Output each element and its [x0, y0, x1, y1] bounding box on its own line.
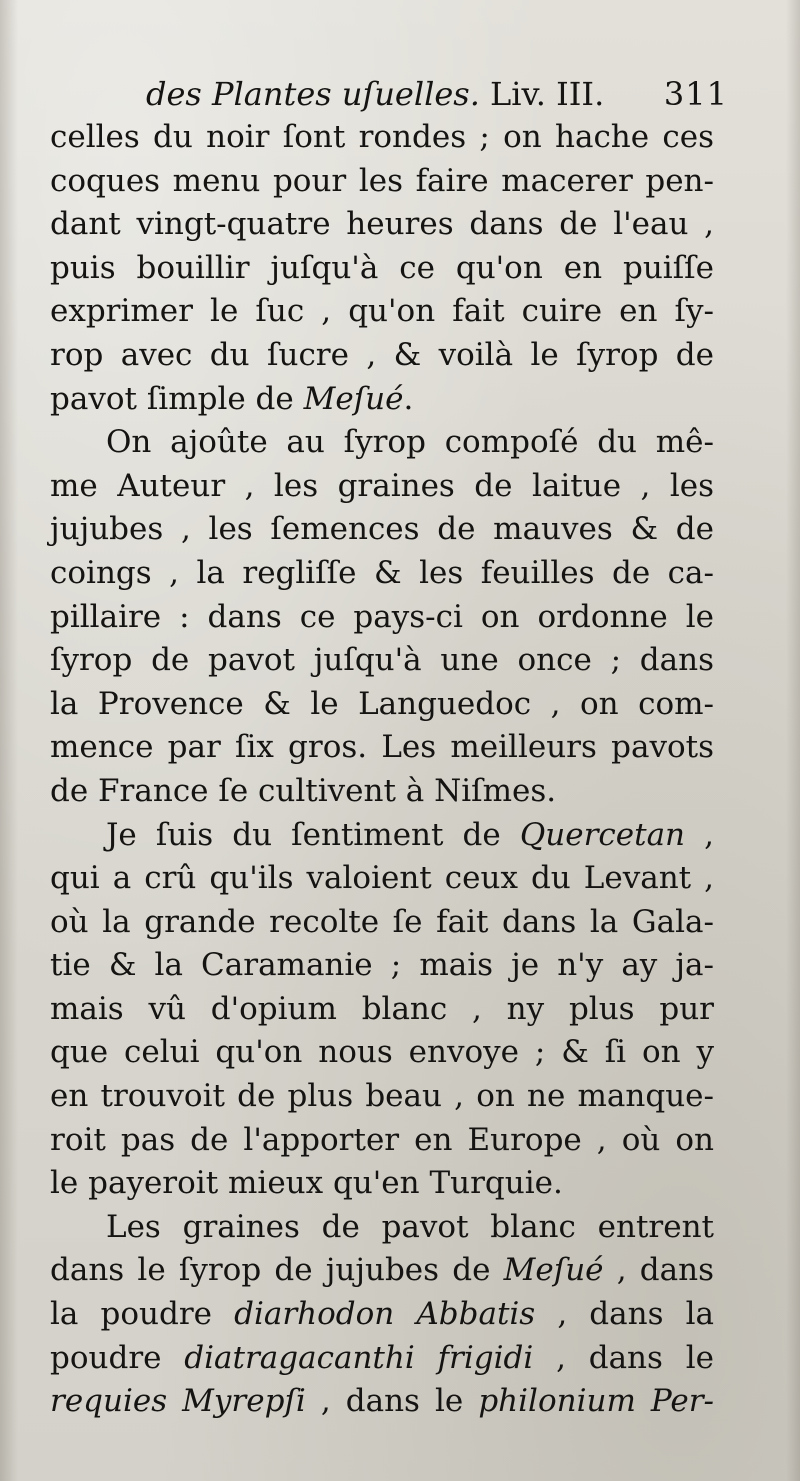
text-segment: , dans le — [533, 1339, 714, 1376]
text-line: en trouvoit de plus beau , on ne manque- — [50, 1078, 714, 1115]
page-number: 311 — [663, 75, 728, 113]
text-line: qui a crû qu'ils valoient ceux du Levant , — [50, 860, 714, 897]
preparation-name: philonium Per- — [478, 1383, 714, 1420]
text-line: ſyrop de pavot juſqu'à une once ; dans — [50, 642, 714, 679]
book-number: Liv. III. — [490, 75, 605, 113]
text-segment: , dans la — [535, 1296, 714, 1333]
text-segment: , — [685, 816, 714, 853]
running-head-left — [146, 72, 604, 116]
preparation-name: diarhodon Abbatis — [234, 1296, 536, 1333]
text-line: de France ſe cultivent à Niſmes. — [50, 772, 557, 809]
body-text — [50, 116, 714, 1424]
text-line: la Provence & le Languedoc , on com- — [50, 685, 714, 722]
author-name: Quercetan — [519, 816, 686, 853]
running-head — [146, 72, 728, 116]
text-line: où la grande recolte ſe fait dans la Gala- — [50, 903, 714, 940]
text-line: le payeroit mieux qu'en Turquie. — [50, 1165, 563, 1202]
text-line: Les graines de pavot blanc entrent — [106, 1208, 714, 1245]
text-line — [50, 1380, 714, 1424]
text-line: exprimer le ſuc , qu'on fait cuire en ſy- — [50, 293, 714, 330]
text-segment: pavot ſimple de — [50, 380, 304, 417]
text-line — [50, 1337, 714, 1381]
text-segment: , dans — [603, 1252, 715, 1289]
text-segment: poudre — [50, 1339, 185, 1376]
text-line: coques menu pour les faire macerer pen- — [50, 162, 714, 199]
text-line: tie & la Caramanie ; mais je n'y ay ja- — [50, 947, 714, 984]
text-segment: Je ſuis du ſentiment de — [106, 816, 520, 853]
text-segment: . — [403, 380, 414, 417]
text-line — [50, 814, 714, 858]
text-line: jujubes , les ſemences de mauves & de — [50, 511, 714, 548]
text-segment: , dans le — [305, 1383, 479, 1420]
text-line — [50, 1293, 714, 1337]
text-line: rop avec du ſucre , & voilà le ſyrop de — [50, 336, 714, 373]
preparation-name: requies Myrepſi — [50, 1383, 306, 1420]
text-segment: dans le ſyrop de jujubes de — [50, 1252, 504, 1289]
text-line: me Auteur , les graines de laitue , les — [50, 467, 714, 504]
text-line — [50, 1249, 714, 1293]
text-line: puis bouillir juſqu'à ce qu'on en puiſſe — [50, 249, 714, 286]
text-line: que celui qu'on nous envoye ; & ſi on y — [50, 1034, 714, 1071]
text-line: celles du noir ſont rondes ; on hache ces — [50, 119, 714, 155]
text-line: coings , la regliſſe & les feuilles de ca- — [50, 554, 714, 591]
preparation-name: diatragacanthi frigidi — [184, 1339, 534, 1376]
author-name: Meſué — [503, 1252, 604, 1289]
text-line: pillaire : dans ce pays-ci on ordonne le — [50, 598, 714, 635]
running-title: des Plantes uſuelles. — [146, 75, 480, 113]
text-line: On ajoûte au ſyrop compoſé du mê- — [106, 424, 714, 461]
author-name: Meſué — [303, 380, 404, 417]
text-segment: la poudre — [50, 1296, 235, 1333]
text-line: mais vû d'opium blanc , ny plus pur — [50, 990, 714, 1027]
text-line: dant vingt-quatre heures dans de l'eau , — [50, 206, 714, 243]
text-line: mence par ſix gros. Les meilleurs pavots — [50, 729, 714, 766]
text-line: roit pas de l'apporter en Europe , où on — [50, 1121, 714, 1158]
text-line — [50, 378, 714, 422]
